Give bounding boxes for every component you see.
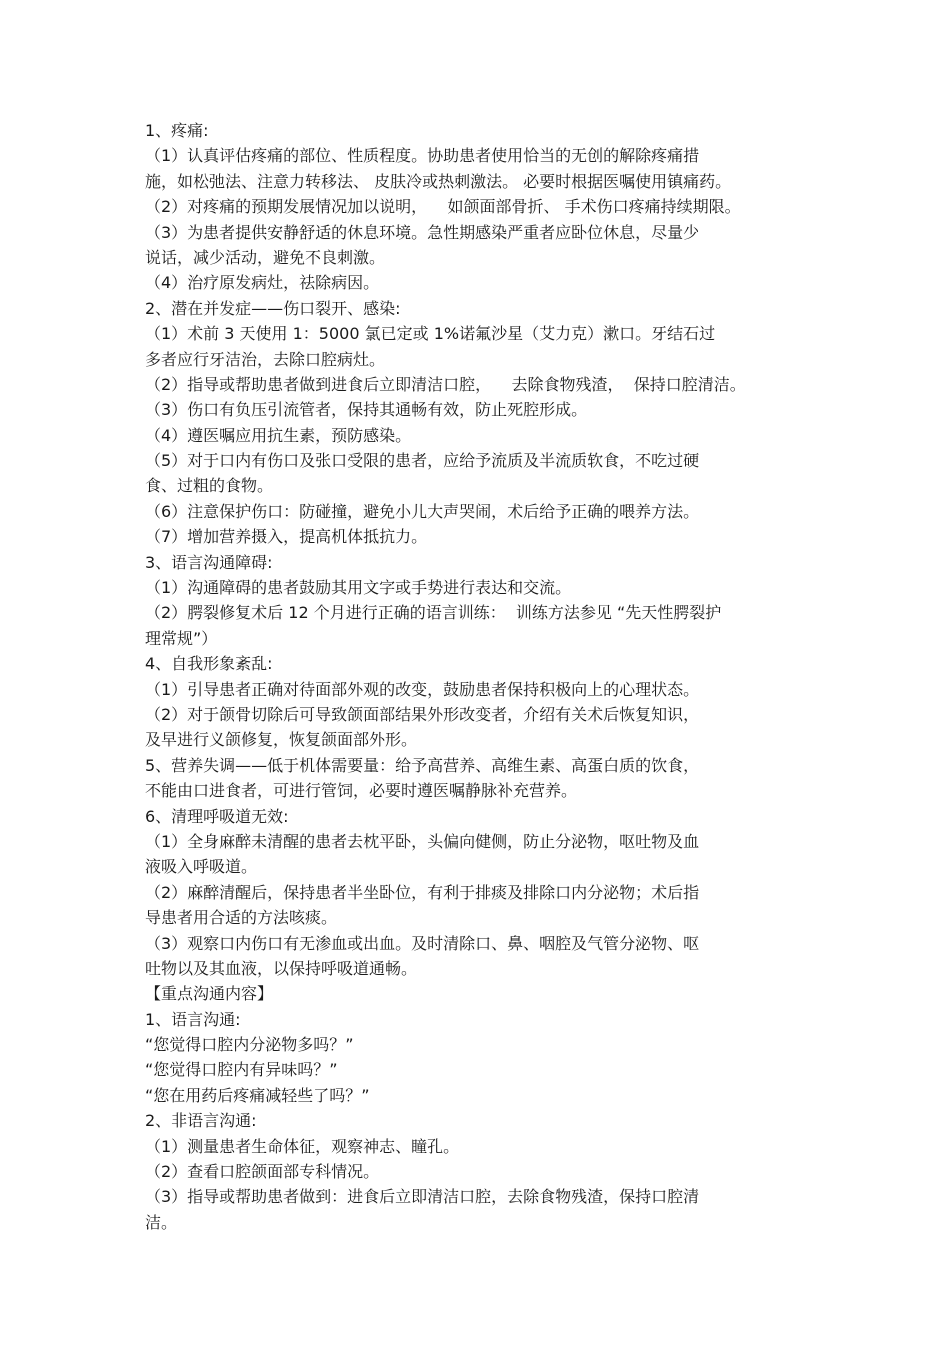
text-line: （3）伤口有负压引流管者，保持其通畅有效，防止死腔形成。: [145, 400, 588, 420]
text-line: （1）全身麻醉未清醒的患者去枕平卧，头偏向健侧，防止分泌物，呕吐物及血: [145, 831, 700, 851]
text-line: 1、语言沟通:: [145, 1009, 241, 1029]
text-line: 多者应行牙洁治，去除口腔病灶。: [145, 349, 386, 369]
text-line: （2）指导或帮助患者做到进食后立即清洁口腔， 去除食物残渣， 保持口腔清洁。: [145, 374, 746, 394]
text-line: （3）指导或帮助患者做到：进食后立即清洁口腔，去除食物残渣，保持口腔清: [145, 1187, 700, 1207]
text-line: 说话，减少活动，避免不良刺激。: [145, 247, 386, 267]
text-line: （1）术前 3 天使用 1：5000 氯已定或 1%诺氟沙星（艾力克）漱口。牙结石过: [145, 324, 716, 344]
text-line: 6、清理呼吸道无效:: [145, 806, 289, 826]
text-line: 不能由口进食者，可进行管饲，必要时遵医嘱静脉补充营养。: [145, 781, 578, 801]
text-line: （6）注意保护伤口：防碰撞，避免小儿大声哭闹，术后给予正确的喂养方法。: [145, 501, 700, 521]
text-line: （1）引导患者正确对待面部外观的改变，鼓励患者保持积极向上的心理状态。: [145, 679, 700, 699]
text-line: 【重点沟通内容】: [145, 984, 274, 1004]
text-line: （4）遵医嘱应用抗生素，预防感染。: [145, 425, 412, 445]
text-line: 5、营养失调——低于机体需要量：给予高营养、高维生素、高蛋白质的饮食，: [145, 755, 700, 775]
text-line: 导患者用合适的方法咳痰。: [145, 908, 338, 928]
text-line: “您觉得口腔内有异味吗？”: [145, 1060, 338, 1080]
text-line: 洁。: [145, 1212, 178, 1232]
text-line: （3）观察口内伤口有无渗血或出血。及时清除口、鼻、咽腔及气管分泌物、呕: [145, 933, 700, 953]
text-line: （2）对疼痛的预期发展情况加以说明， 如颌面部骨折、 手术伤口疼痛持续期限。: [145, 197, 741, 217]
text-line: 3、语言沟通障碍:: [145, 552, 273, 572]
text-line: 4、自我形象紊乱:: [145, 654, 273, 674]
text-line: （2）腭裂修复术后 12 个月进行正确的语言训练： 训练方法参见 “先天性腭裂护: [145, 603, 722, 623]
text-line: 理常规”）: [145, 628, 218, 648]
text-line: （3）为患者提供安静舒适的休息环境。急性期感染严重者应卧位休息，尽量少: [145, 222, 700, 242]
text-line: （2）麻醉清醒后，保持患者半坐卧位，有利于排痰及排除口内分泌物；术后指: [145, 882, 700, 902]
text-line: （2）对于颌骨切除后可导致颌面部结果外形改变者，介绍有关术后恢复知识，: [145, 704, 700, 724]
text-line: （1）测量患者生命体征，观察神志、瞳孔。: [145, 1136, 460, 1156]
text-line: 2、非语言沟通:: [145, 1111, 257, 1131]
text-line: 1、疼痛:: [145, 121, 209, 140]
text-line: （4）治疗原发病灶，祛除病因。: [145, 273, 380, 293]
text-line: 及早进行义颌修复，恢复颌面部外形。: [145, 730, 418, 750]
text-line: 食、过粗的食物。: [145, 476, 274, 496]
document-body: [145, 118, 825, 1235]
text-line: 吐物以及其血液，以保持呼吸道通畅。: [145, 958, 418, 978]
text-line: 施，如松弛法、注意力转移法、 皮肤冷或热刺激法。 必要时根据医嘱使用镇痛药。: [145, 171, 732, 191]
text-line: （1）沟通障碍的患者鼓励其用文字或手势进行表达和交流。: [145, 578, 572, 598]
text-line: （5）对于口内有伤口及张口受限的患者，应给予流质及半流质软食，不吃过硬: [145, 451, 700, 471]
text-line: （2）查看口腔颌面部专科情况。: [145, 1162, 380, 1182]
text-line: “您觉得口腔内分泌物多吗？”: [145, 1035, 354, 1055]
text-line: 液吸入呼吸道。: [145, 857, 258, 877]
text-line: （1）认真评估疼痛的部位、性质程度。协助患者使用恰当的无创的解除疼痛措: [145, 146, 700, 166]
text-line: （7）增加营养摄入，提高机体抵抗力。: [145, 527, 428, 547]
text-line: “您在用药后疼痛减轻些了吗？”: [145, 1085, 370, 1105]
text-line: 2、潜在并发症——伤口裂开、感染:: [145, 298, 401, 318]
